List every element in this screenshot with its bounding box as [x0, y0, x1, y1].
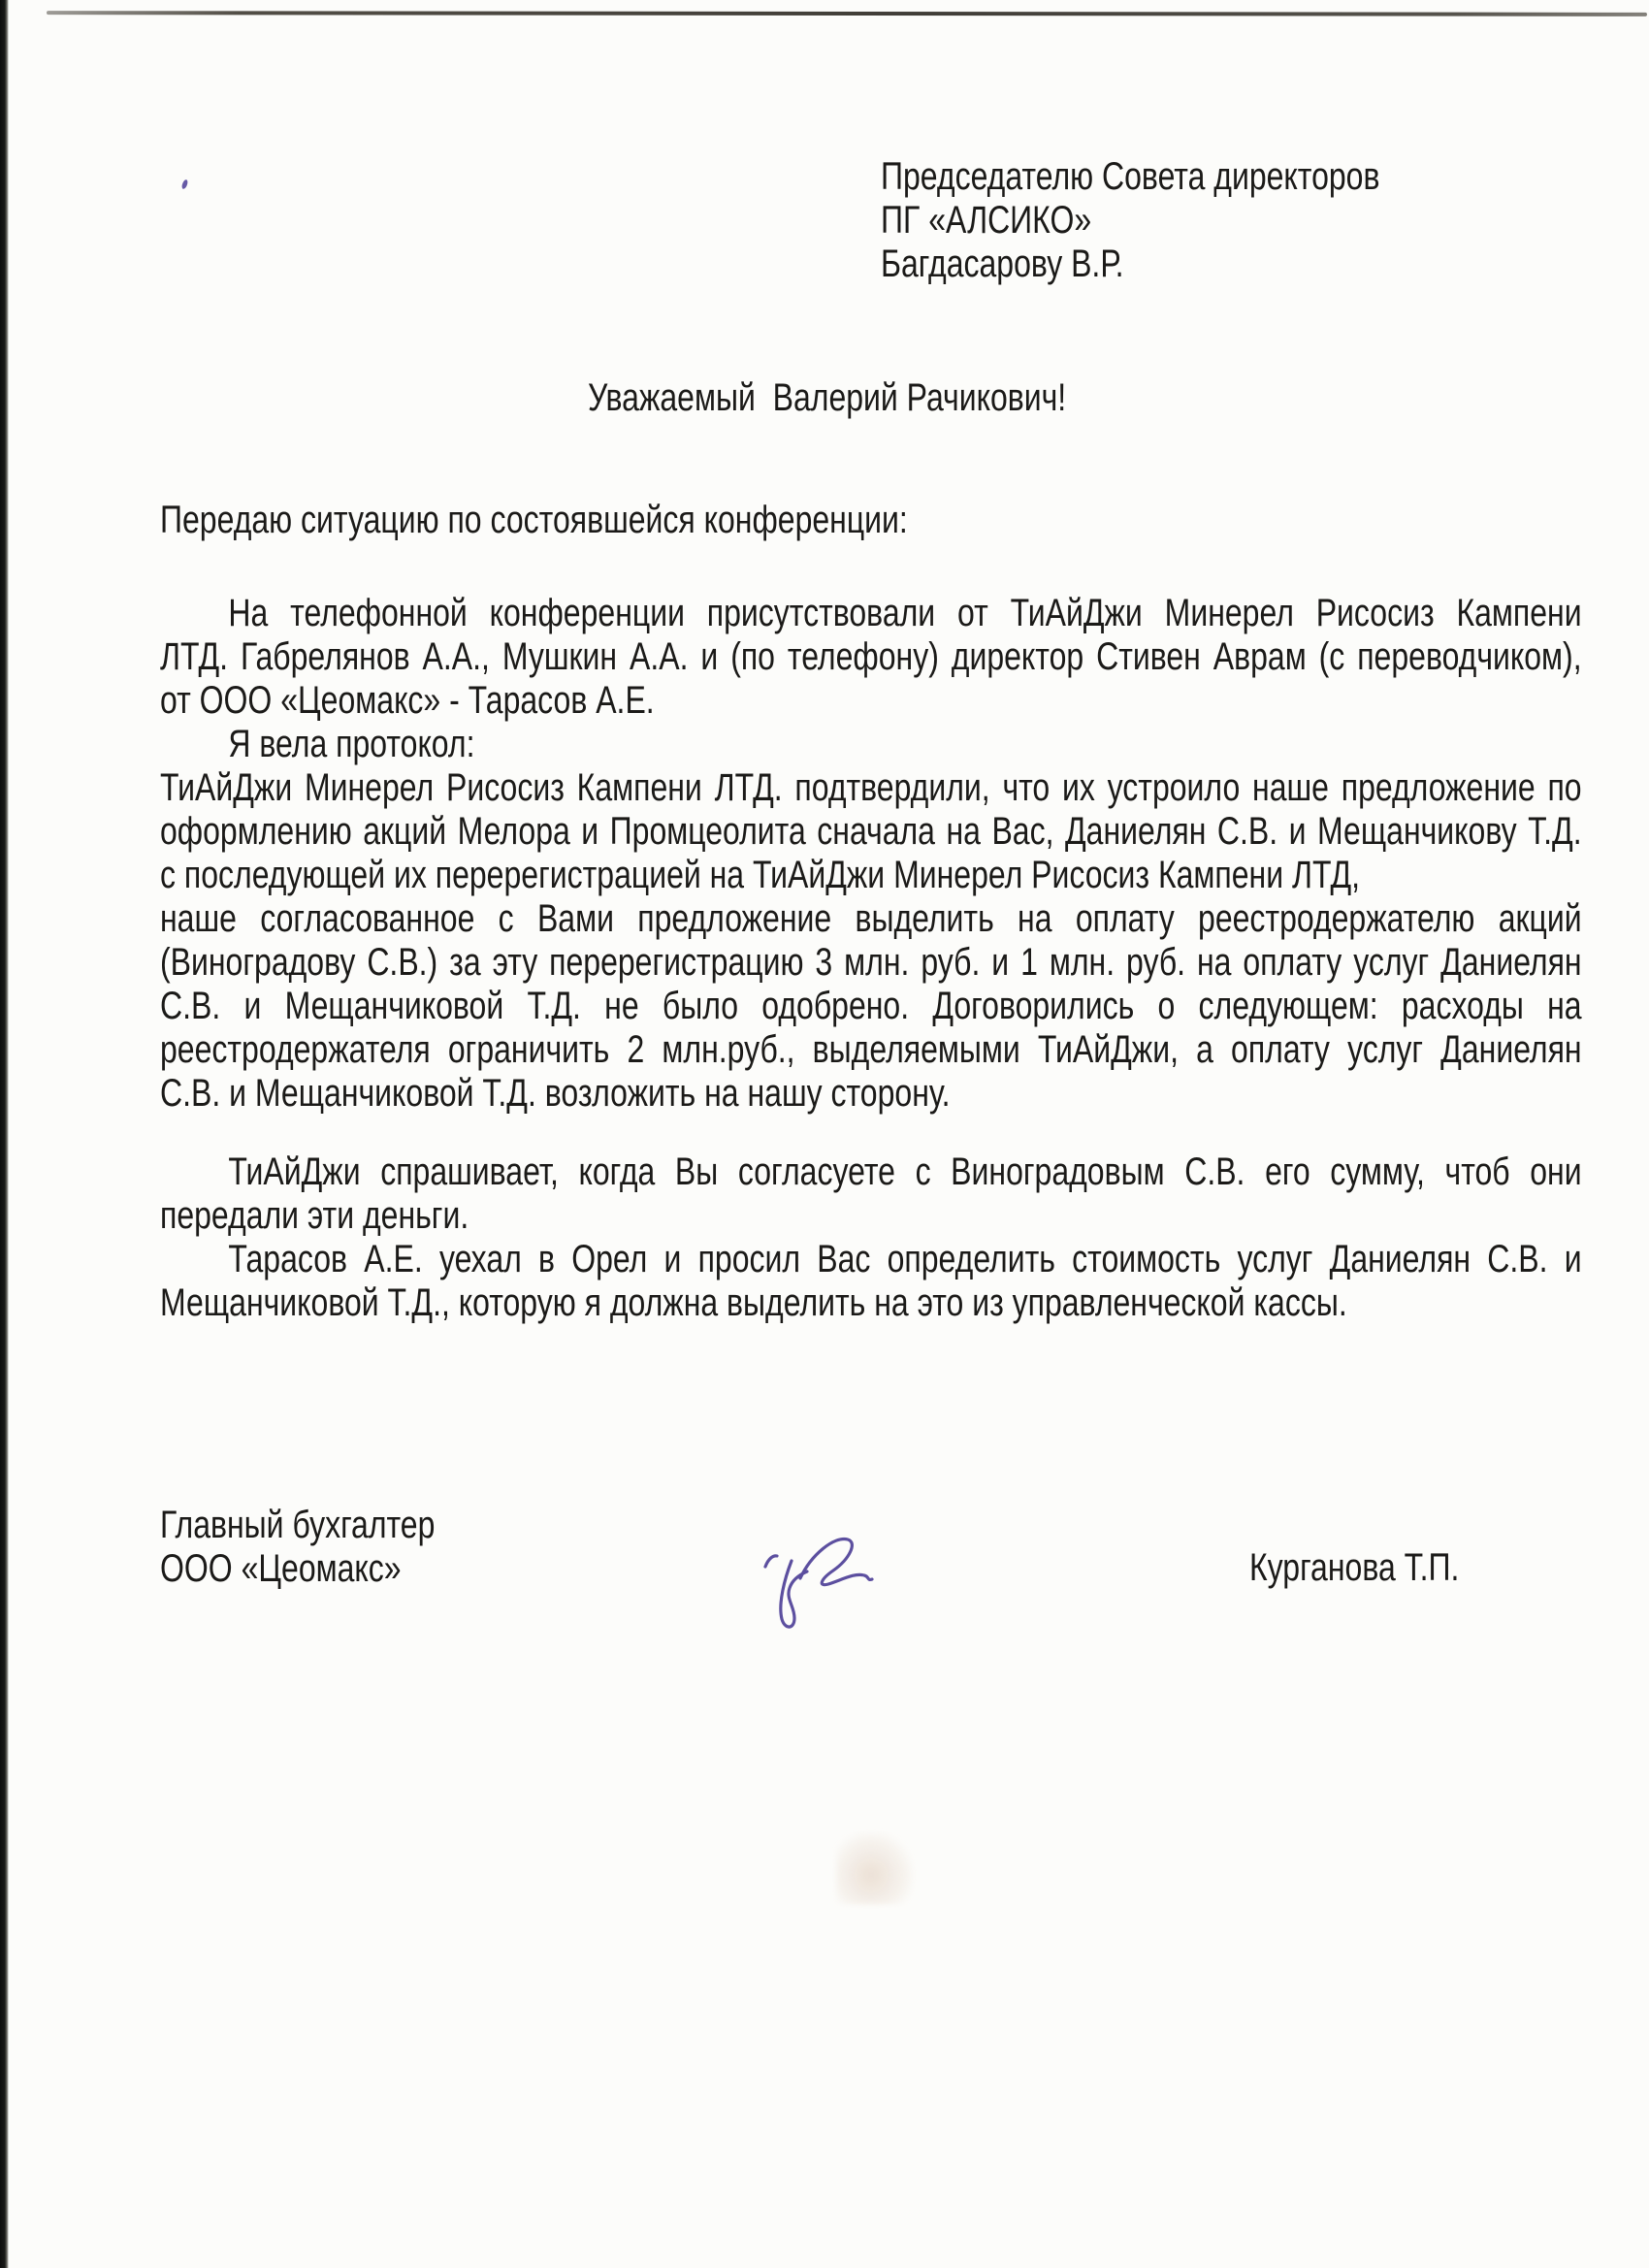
scan-edge-strip — [0, 0, 9, 2268]
signer-title-line-2: ООО «Цеомакс» — [160, 1547, 402, 1590]
handwritten-signature — [757, 1527, 883, 1638]
body-p1-line-7: с последующей их перерегистрацией на ТиАйДжи Минерел Рисосиз Кампени ЛТД, — [160, 854, 1361, 896]
paper-smudge — [836, 1831, 914, 1904]
body-p2-line-1: ТиАйДжи спрашивает, когда Вы согласуете с Виноградовым С.В. его сумму, чтоб они — [228, 1150, 1582, 1193]
signer-title-block — [160, 1504, 435, 1591]
body-p1-line-1: На телефонной конференции присутствовали от ТиАйДжи Минерел Рисосиз Кампени — [228, 592, 1582, 634]
body-p1-line-11: реестродержателя ограничить 2 млн.руб., выделяемыми ТиАйДжи, а оплату услуг Даниелян — [160, 1028, 1582, 1071]
recipient-line-2: ПГ «АЛСИКО» — [881, 199, 1092, 242]
signer-title-line-1: Главный бухгалтер — [160, 1504, 436, 1546]
recipient-block — [881, 155, 1379, 286]
body-p1-line-5: ТиАйДжи Минерел Рисосиз Кампени ЛТД. подтвердили, что их устроило наше предложение по — [160, 766, 1582, 809]
body-p1-line-3: от ООО «Цеомакс» - Тарасов А.Е. — [160, 679, 655, 722]
body-p1-line-9: (Виноградову С.В.) за эту перерегистрацию 3 млн. руб. и 1 млн. руб. на оплату услуг Даниелян — [160, 941, 1582, 984]
body-p1-line-4: Я вела протокол: — [228, 723, 475, 765]
body-p1-line-10: С.В. и Мещанчиковой Т.Д. не было одобрено. Договорились о следующем: расходы на — [160, 985, 1582, 1027]
intro-line: Передаю ситуацию по состоявшейся конференции: — [160, 499, 908, 541]
body-p1-line-6: оформлению акций Мелора и Промцеолита сначала на Вас, Даниелян С.В. и Мещанчикову Т.Д. — [160, 810, 1582, 853]
signer-name: Курганова Т.П. — [1249, 1546, 1460, 1589]
body-p2-line-2: передали эти деньги. — [160, 1194, 469, 1237]
salutation: Уважаемый Валерий Рачикович! — [588, 376, 1067, 419]
body-p2-line-4: Мещанчиковой Т.Д., которую я должна выделить на это из управленческой кассы. — [160, 1281, 1347, 1324]
body-p1-line-12: С.В. и Мещанчиковой Т.Д. возложить на нашу сторону. — [160, 1072, 951, 1115]
body-paragraph-2 — [160, 1150, 1582, 1325]
recipient-line-1: Председателю Совета директоров — [881, 155, 1380, 198]
scan-edge-line — [47, 11, 1647, 16]
ink-speck — [181, 179, 188, 190]
recipient-line-3: Багдасарову В.Р. — [881, 243, 1124, 285]
body-p1-line-2: ЛТД. Габрелянов А.А., Мушкин А.А. и (по телефону) директор Стивен Аврам (с переводчиком), — [160, 635, 1582, 678]
body-p2-line-3: Тарасов А.Е. уехал в Орел и просил Вас определить стоимость услуг Даниелян С.В. и — [228, 1238, 1582, 1280]
body-p1-line-8: наше согласованное с Вами предложение выделить на оплату реестродержателю акций — [160, 897, 1582, 940]
body-paragraph-1 — [160, 592, 1582, 1116]
